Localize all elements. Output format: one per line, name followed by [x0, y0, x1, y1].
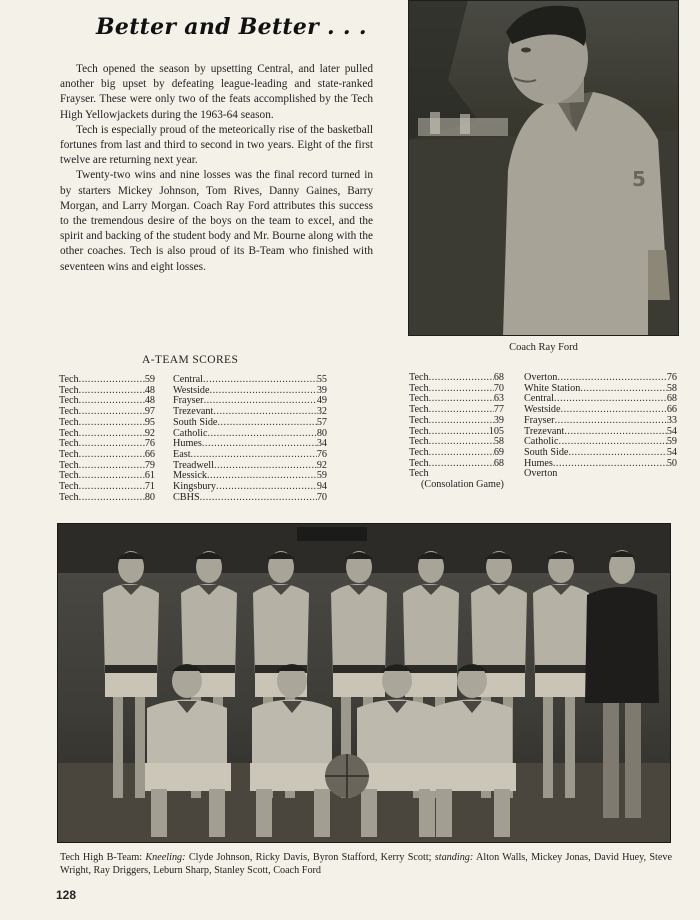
scores-right-opponents — [524, 373, 677, 480]
basketball — [325, 754, 369, 798]
score-value: 70 — [316, 492, 327, 503]
score-value: 92 — [144, 428, 155, 439]
score-value: 50 — [666, 458, 677, 469]
score-row — [59, 407, 155, 418]
score-row — [409, 373, 504, 384]
score-value: 76 — [144, 439, 155, 450]
intro-paragraph-3: Twenty-two wins and nine losses was the final record turned in by starters Mickey Johnson, Tom Rives, Danny Gaines, Barry Morgan, and Larry Morgan. Coach Ray Ford attributes this success to the tremendous desire of the boys on the team to excel, and the spirit and backing of the student body and Mr. Bourne along with the other coaches. Tech is also proud of its B-Team who finished with seventeen wins and eight losses. — [60, 169, 373, 273]
dot-leader — [580, 384, 667, 395]
intro-text — [60, 62, 373, 275]
score-row — [59, 396, 155, 407]
team-name: Central — [524, 394, 554, 405]
team-name: White Station — [524, 383, 581, 394]
dot-leader — [568, 448, 666, 459]
dot-leader — [429, 448, 494, 459]
score-value: 95 — [144, 417, 155, 428]
score-row — [409, 448, 504, 459]
dot-leader — [555, 416, 667, 427]
team-name: Tech — [59, 375, 79, 385]
dot-leader — [553, 459, 667, 470]
score-value: 32 — [316, 407, 327, 418]
team-name: Messick — [173, 471, 207, 482]
score-row — [173, 407, 327, 418]
team-name: Trezevant — [524, 426, 565, 437]
score-value: 55 — [316, 375, 327, 385]
score-row — [59, 461, 155, 472]
dot-leader — [559, 437, 667, 448]
score-row — [524, 384, 677, 395]
team-name: Tech — [409, 426, 429, 437]
score-row — [524, 459, 677, 470]
dot-leader — [210, 386, 317, 397]
score-value: 94 — [316, 482, 327, 493]
team-name: Tech — [59, 407, 79, 418]
team-name: Trezevant — [173, 407, 214, 418]
dot-leader — [79, 482, 145, 493]
score-row — [409, 394, 504, 405]
score-value: 59 — [316, 471, 327, 482]
score-value: 77 — [493, 405, 504, 416]
score-value: 76 — [666, 373, 677, 383]
score-row — [409, 437, 504, 448]
score-row — [173, 461, 327, 472]
score-value: 70 — [493, 383, 504, 394]
team-name: Tech — [409, 373, 429, 383]
scores-left-tech — [59, 375, 155, 503]
team-name: Westside — [173, 385, 210, 396]
dot-leader — [429, 437, 494, 448]
score-row — [59, 429, 155, 440]
score-value: 48 — [144, 385, 155, 396]
score-value: 39 — [316, 385, 327, 396]
dot-leader — [429, 373, 494, 384]
score-row — [173, 418, 327, 429]
team-name: Humes — [524, 458, 553, 469]
score-row — [409, 459, 504, 470]
score-value: 92 — [316, 460, 327, 471]
score-row — [59, 493, 155, 504]
team-name: Catholic — [173, 428, 208, 439]
dot-leader — [79, 396, 145, 407]
team-name: Tech — [59, 449, 79, 460]
score-value: 48 — [144, 396, 155, 407]
team-name: Tech — [409, 447, 429, 458]
dot-leader — [561, 405, 667, 416]
team-name: Tech — [59, 492, 79, 503]
score-row — [173, 450, 327, 461]
score-row — [59, 418, 155, 429]
score-row — [524, 448, 677, 459]
team-name: Humes — [173, 439, 202, 450]
score-row — [409, 405, 504, 416]
team-name: Tech — [409, 437, 429, 448]
team-name: Overton — [524, 373, 558, 383]
score-value: 68 — [493, 373, 504, 383]
team-name: Tech — [59, 471, 79, 482]
score-row — [524, 416, 677, 427]
team-name: Overton — [524, 469, 558, 480]
dot-leader — [203, 375, 317, 386]
score-row — [59, 439, 155, 450]
b-team-photo — [57, 523, 671, 843]
team-name: South Side — [173, 417, 218, 428]
team-name: CBHS — [173, 492, 200, 503]
dot-leader — [79, 407, 145, 418]
score-row — [173, 396, 327, 407]
score-row — [173, 439, 327, 450]
dot-leader — [79, 493, 145, 504]
team-name: Tech — [409, 405, 429, 416]
score-value: 66 — [666, 405, 677, 416]
dot-leader — [79, 375, 145, 386]
team-name: Westside — [524, 405, 561, 416]
team-name: Tech — [59, 460, 79, 471]
score-value: 80 — [144, 492, 155, 503]
dot-leader — [79, 429, 145, 440]
dot-leader — [79, 418, 145, 429]
score-row — [409, 384, 504, 395]
team-name: Tech — [59, 482, 79, 493]
scores-title: A-TEAM SCORES — [142, 354, 239, 366]
dot-leader — [217, 418, 316, 429]
score-row — [524, 405, 677, 416]
team-name: Tech — [59, 396, 79, 407]
score-value: 54 — [666, 426, 677, 437]
score-row — [524, 373, 677, 384]
dot-leader — [429, 394, 494, 405]
score-row — [524, 437, 677, 448]
team-name: Tech — [59, 428, 79, 439]
score-row — [173, 482, 327, 493]
dot-leader — [202, 439, 317, 450]
score-value: 54 — [666, 447, 677, 458]
coach-caption: Coach Ray Ford — [509, 342, 578, 353]
score-value: 66 — [144, 449, 155, 460]
dot-leader — [213, 407, 316, 418]
dot-leader — [79, 461, 145, 472]
score-value: 49 — [316, 396, 327, 407]
dot-leader — [564, 427, 666, 438]
score-value: 69 — [493, 447, 504, 458]
dot-leader — [79, 450, 145, 461]
dot-leader — [216, 482, 317, 493]
b-team-photo-image — [57, 523, 671, 843]
score-value: 68 — [493, 458, 504, 469]
score-value: 79 — [144, 460, 155, 471]
score-row — [524, 427, 677, 438]
scores-right-tech — [409, 373, 504, 480]
team-caption-kneeling: Clyde Johnson, Ricky Davis, Byron Stafford, Kerry Scott; — [188, 852, 432, 863]
score-row — [173, 471, 327, 482]
team-name: Central — [173, 375, 203, 385]
team-name: Tech — [409, 458, 429, 469]
coach-jersey-number: 5 — [632, 167, 646, 191]
intro-paragraph-2: Tech is especially proud of the meteorically rise of the basketball fortunes from last and third to second in two years. Eight of the first twelve are returning next year. — [60, 123, 373, 167]
team-name: Tech — [59, 417, 79, 428]
score-row — [524, 469, 677, 480]
score-row — [59, 386, 155, 397]
dot-leader — [554, 394, 667, 405]
dot-leader — [191, 450, 317, 461]
team-name: East — [173, 449, 191, 460]
team-name: Frayser — [173, 396, 204, 407]
dot-leader — [429, 427, 489, 438]
team-name: Tech — [409, 383, 429, 394]
score-value: 80 — [316, 428, 327, 439]
score-value: 34 — [316, 439, 327, 450]
score-value: 39 — [493, 415, 504, 426]
score-row — [59, 471, 155, 482]
score-value: 59 — [666, 437, 677, 448]
score-row — [173, 429, 327, 440]
dot-leader — [207, 471, 317, 482]
team-caption-kneeling-label: Kneeling: — [145, 852, 186, 863]
dot-leader — [208, 429, 317, 440]
scores-left-opponents — [173, 375, 327, 503]
coach-photo — [408, 0, 679, 336]
dot-leader — [79, 471, 145, 482]
team-name: Tech — [409, 415, 429, 426]
team-caption-standing-label: standing: — [434, 852, 474, 863]
team-name: Tech — [59, 385, 79, 396]
dot-leader — [79, 439, 145, 450]
dot-leader — [204, 396, 317, 407]
team-name: Tech — [409, 394, 429, 405]
score-value: 76 — [316, 449, 327, 460]
team-name: Tech — [409, 469, 429, 480]
score-value: 61 — [144, 471, 155, 482]
dot-leader — [214, 461, 317, 472]
score-row — [173, 493, 327, 504]
score-row — [173, 375, 327, 386]
dot-leader — [429, 384, 494, 395]
team-name: Frayser — [524, 415, 555, 426]
team-name: South Side — [524, 447, 569, 458]
score-value: 71 — [144, 482, 155, 493]
dot-leader — [429, 416, 494, 427]
intro-paragraph-1: Tech opened the season by upsetting Central, and later pulled another big upset by defeating league-leading and state-ranked Frayser. These were only two of the feats accomplished by the Tech High Yellowjackets during the 1963-64 season. — [60, 63, 373, 121]
page-headline: Better and Better . . . — [96, 14, 367, 40]
score-value: 68 — [666, 394, 677, 405]
page-number: 128 — [56, 888, 77, 902]
score-value: 57 — [316, 417, 327, 428]
score-value: 58 — [493, 437, 504, 448]
dot-leader — [557, 373, 666, 384]
team-name: Tech — [59, 439, 79, 450]
score-row — [409, 427, 504, 438]
dot-leader — [79, 386, 145, 397]
team-caption-lead: Tech High B-Team: — [60, 852, 143, 863]
consolation-note: (Consolation Game) — [421, 479, 504, 490]
dot-leader — [429, 405, 494, 416]
dot-leader — [429, 459, 494, 470]
score-row — [409, 416, 504, 427]
score-value: 105 — [488, 426, 504, 437]
team-caption-standing: Alton Walls, Mickey Jonas, David Huey, Steve Wright, Ray Driggers, Leburn Sharp, Stanley Scott, Coach Ford — [60, 852, 672, 876]
score-row — [59, 482, 155, 493]
score-value: 33 — [666, 415, 677, 426]
score-row — [524, 394, 677, 405]
coach-photo-image — [408, 0, 679, 336]
score-value: 97 — [144, 407, 155, 418]
score-value: 58 — [666, 383, 677, 394]
score-row — [173, 386, 327, 397]
score-row — [59, 450, 155, 461]
score-value: 59 — [144, 375, 155, 385]
dot-leader — [200, 493, 317, 504]
team-name: Treadwell — [173, 460, 214, 471]
team-name: Catholic — [524, 437, 559, 448]
team-name: Kingsbury — [173, 482, 217, 493]
score-row — [59, 375, 155, 386]
score-value: 63 — [493, 394, 504, 405]
team-caption — [60, 852, 672, 877]
